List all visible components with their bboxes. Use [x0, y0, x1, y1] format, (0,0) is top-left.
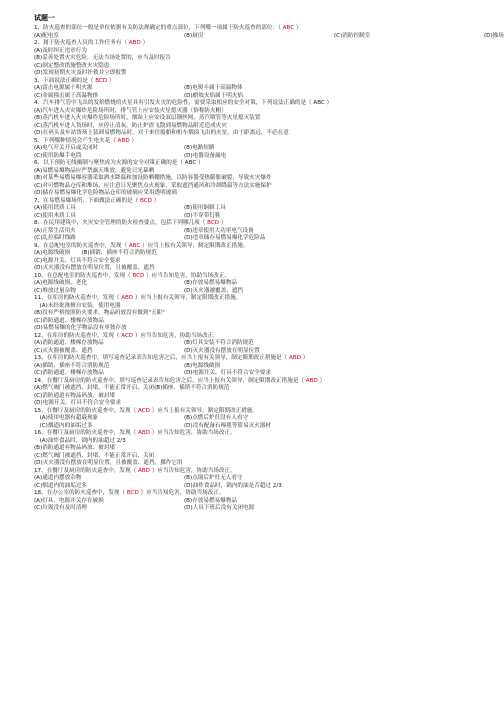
answer-option: (D)电源开关、灯具不符合安全要求 — [184, 370, 271, 376]
question-stem — [34, 25, 480, 33]
question-text: 16、在餐厅及厨房的防火巡查中，发现（ — [34, 430, 137, 436]
answer-key: BCD — [125, 490, 141, 496]
option-row — [34, 213, 480, 221]
text-line: (C)燃气阀门被遮挡、封堵，不能正常开启、关闭 — [34, 452, 155, 459]
question-text: 12、在库房的防火巡查中，发现（ — [34, 332, 120, 339]
question-text-tail: ） — [109, 77, 115, 84]
answer-option: (D)油炸食品时，锅内的油是否超过 2/3 — [184, 482, 282, 489]
text-line: (B)妥善处置火灾危险，无法当场处置的，应当及时报告 — [34, 55, 171, 61]
question-text: 5、下列哪种情况会产生电火花（ — [34, 137, 116, 144]
option-row — [34, 145, 480, 153]
question-text-tail: ） — [131, 137, 138, 144]
text-line: (C)制定整改措施整改火灾隐患 — [34, 62, 110, 69]
text-line: (D)在码头及车站货场上装卸易燃物品时，对于来往船舶和机车烟囱飞出的火星，由于距离远，不必在意 — [34, 130, 289, 136]
question-text-tail: ）应当上报有关领导，制定限期改正措施。 — [142, 242, 249, 249]
answer-option: (B)存放易燃易爆物品 — [184, 280, 237, 286]
question-stem — [34, 243, 480, 251]
question-text-tail: ） — [142, 40, 149, 46]
text-line: (D)发现初期火灾及时扑救并立即报警 — [34, 70, 127, 76]
question-text: 3、下面说法正确的是（ — [34, 77, 94, 84]
text-line: (C)消防通道有物品码放、被封堵 — [34, 392, 115, 399]
question-stem — [34, 138, 480, 146]
answer-option: (A)配电室 — [34, 32, 59, 39]
text-line: (B)蒸汽机车进入火灾爆炸危险场所时，烟囱上应安设双层钢丝网、蒸汽喷管等火星熄灭装置 — [34, 115, 261, 121]
text-line: (D)电源开关、灯具不符合安全要求 — [34, 400, 121, 406]
option-row — [34, 415, 480, 423]
answer-key: ABD — [304, 377, 320, 384]
text-line: (A)电源线破损 (B)插销、插座不符合消防规范 — [34, 250, 157, 256]
question-text: 9、在总配电室的防火巡查中，发现（ — [34, 242, 128, 249]
answer-option: (C)乱拉临时线路 — [34, 235, 76, 241]
answer-key: ACD — [119, 332, 135, 339]
question-stem — [34, 198, 480, 206]
answer-option: (D)人员下班后没有关闭电源 — [184, 505, 255, 511]
answer-option: (A)灯具、电源开关存在破损 — [34, 497, 104, 504]
option-row — [34, 153, 480, 161]
option-row — [34, 340, 480, 348]
answer-option: (A)电源线破损、老化 — [34, 280, 87, 286]
text-line: (A)及时纠正违章行为 — [34, 47, 87, 54]
question-text: 8、在民用建筑中，火灾安全管理的防火检查要点，包括下列哪几项（ — [34, 220, 206, 226]
answer-key: BCD — [205, 220, 221, 226]
option-row — [34, 498, 480, 506]
answer-option: (D)不穿带钉鞋 — [184, 212, 221, 219]
answer-option: (C)使用防爆手电筒 — [34, 152, 82, 159]
answer-option: (A)正常生活用火 — [34, 227, 76, 234]
question-stem — [34, 378, 480, 386]
question-text: 15、在餐厅及厨房的防火巡查中，发现（ — [34, 407, 137, 414]
answer-option: (B)厨房 — [184, 32, 204, 39]
question-text-tail: ） — [220, 220, 227, 226]
option-row — [34, 483, 480, 491]
option-row — [34, 288, 480, 296]
answer-option: (C)堆放过量杂物 — [34, 287, 76, 294]
question-stem — [34, 468, 480, 476]
text-line: (A)未经批准擅自安装、使用电器 — [34, 302, 121, 309]
question-stem — [34, 273, 480, 281]
answer-option: (A)通道内摆放杂物 — [34, 475, 82, 481]
answer-key: ACD — [136, 407, 152, 414]
answer-option: (C)使用木质工具 — [34, 212, 76, 219]
answer-option: (A)电气开关开启或关闭时 — [34, 145, 99, 151]
question-stem — [34, 295, 480, 303]
option-row — [34, 475, 480, 483]
answer-key: ABD — [127, 40, 143, 46]
question-text-tail: ） — [302, 355, 309, 361]
question-text-tail: ）应当告知危害，协助当场改正。 — [146, 272, 231, 279]
answer-key: ABD — [119, 295, 135, 301]
text-line: (C)蒸汽机车进入货场时，应停止清灰、防止炉渣飞散到易燃物品附近造成火灾 — [34, 122, 227, 129]
question-stem — [34, 490, 480, 498]
question-text: 13、在库房的防火巡查中，填写巡查记录表告知危害之后，应当上报有关领导，制定限期改正措施是（ — [34, 355, 288, 361]
text-line: (A)易燃易爆物品应严禁露天堆放，避免日光暴晒 — [34, 167, 155, 174]
answer-option: (D)电器设备漏电 — [184, 152, 227, 159]
page-title: 试题一 — [34, 14, 55, 22]
answer-option: (B)电路短路 — [184, 145, 215, 151]
text-line: (D)储存易燃易爆化学危险物品仓库的玻璃应采用透明玻璃 — [34, 190, 177, 196]
answer-option: (A)使用铁质工具 — [34, 205, 76, 211]
answer-option: (D)灭火器没有摆放在明显位置 — [184, 347, 260, 354]
question-list — [34, 25, 504, 513]
option-row — [34, 348, 480, 356]
answer-option: (B)点锅后炉灶无人看守 — [184, 475, 243, 481]
option-row — [34, 363, 480, 371]
question-text-tail: ）应当上报有关领导，制定限期改正措施。 — [151, 407, 259, 414]
answer-option: (D)违章储存易燃易爆化学危险品 — [184, 235, 266, 241]
option-row — [34, 370, 480, 378]
option-row — [34, 235, 480, 243]
answer-option: (B)点燃后炉灶没有人看守 — [184, 415, 249, 421]
text-line: 6、以下预防无线摄制与聚焦成为火源的安全对策正确的是（ ABC ） — [34, 160, 204, 166]
question-stem — [34, 220, 480, 228]
answer-option: (C)垃圾没有及时清理 — [34, 505, 88, 511]
text-line: (D)灭火器没有摆放在明显位置，且被覆盖、遮挡 — [34, 265, 155, 271]
question-text-tail: ） — [319, 377, 326, 384]
text-line: (A)油炸食品时，锅内的油超过 2/3 — [34, 437, 126, 444]
option-row — [34, 280, 480, 288]
text-line: (A)汽车进入火灾爆炸危险场所时，排气管上应安装火星熄灭器（俗称防火帽） — [34, 107, 227, 114]
text-line: (B)没有严格按照防火要求，物品码放没有做到"五距" — [34, 310, 165, 316]
answer-key: ABD — [136, 467, 152, 474]
question-text-tail: ）应当告知危害，协助当场改正。 — [140, 490, 225, 496]
answer-option: (C)灭火器被覆盖、遮挡 — [34, 347, 93, 354]
answer-option: (A)使用电器有超载现象 — [34, 415, 99, 421]
answer-option: (C)金属撞击属于高温物体 — [34, 92, 99, 99]
option-row — [34, 228, 480, 236]
question-text-tail: ）应当告知危害，协助当场改正。 — [134, 332, 219, 339]
answer-key: BCD — [93, 77, 110, 84]
question-text-tail: ） — [295, 25, 302, 31]
option-row — [34, 85, 480, 93]
answer-key: BCD — [130, 272, 147, 279]
question-text-tail: ）应当告知危害，协助当场改正。 — [151, 430, 236, 436]
text-line: (C)电源开关、灯具不符合安全要求 — [34, 257, 121, 264]
answer-option: (D)蜡烛火焰属于明火焰 — [184, 92, 244, 99]
answer-key: ABC — [280, 25, 296, 31]
question-text-tail: ）应当告知危害，协助当场改正。 — [151, 467, 236, 474]
answer-option: (C)消防通道、楼梯存放物品 — [34, 370, 104, 376]
answer-option: (C)消防控制室 — [334, 32, 371, 39]
option-row — [34, 423, 480, 431]
document-body — [34, 14, 504, 513]
answer-option: (C)烟道内的油垢过多 — [34, 422, 93, 429]
answer-option: (B)存放易燃易爆物品 — [184, 497, 237, 504]
question-text: 10、在总配电室的防火巡查中，发现（ — [34, 272, 131, 279]
question-text-tail: ）应当上报有关领导，制定限期改正措施。 — [134, 295, 242, 301]
answer-key: ABD — [115, 137, 132, 144]
question-stem — [34, 408, 480, 416]
text-line: (D)易燃易爆的化学物品没有单独存放 — [34, 325, 127, 331]
text-line: (C)对可燃物品仓库和堆场，应注意日光聚焦点火现象，采取遮挡通风和冷却降温等方法实施保护 — [34, 182, 272, 189]
question-stem — [34, 40, 480, 48]
question-text-tail: ） — [153, 197, 160, 204]
option-row — [34, 93, 480, 101]
option-row — [34, 505, 480, 513]
answer-option: (D)灭火器被覆盖、遮挡 — [184, 287, 244, 294]
option-row — [34, 32, 504, 41]
question-stem — [34, 355, 480, 363]
question-text: 2、属于防火巡查人员的工作任务有（ — [34, 40, 128, 46]
answer-key: ABD — [136, 430, 152, 436]
text-line: (D)灭火器没有摆放在明显位置，且被覆盖、遮挡，挪作它用 — [34, 460, 183, 466]
answer-option: (B)电熨斗属于高温物体 — [184, 85, 243, 91]
question-text: 14、在餐厅及厨房的防火巡查中，填写巡查记录表告知危害之后，应当上报有关领导，制定限期改正措施是（ — [34, 377, 305, 384]
text-line: (A)燃气阀门被遮挡、封堵，不能正常开启、关闭(B)插座、插销不符合消防规范 — [34, 385, 230, 391]
question-text: 7、在易燃易爆场所，下面做法正确的是（ — [34, 197, 139, 204]
answer-option: (A)雷击电源属于明火源 — [34, 85, 93, 91]
text-line: 4、汽车排气管中飞出的发焰燃烧的火星具有引发火灾的危险性，需要采取相应的安全对策，下列说法正确的是（ ABC ） — [34, 100, 333, 106]
question-text: 18、在办公室的防火巡查中，发现（ — [34, 490, 126, 496]
question-text: 11、在库房的防火巡查中，发现（ — [34, 295, 120, 301]
question-stem — [34, 78, 480, 86]
question-text: 1、防火巡查的部位一般是单位依据有关防法规确定的重点部位，下列哪一项属于防火巡查的部位：（ — [34, 25, 281, 31]
question-stem — [34, 430, 480, 438]
answer-option: (B)电源线破损 — [184, 362, 221, 369]
question-text: 17、在餐厅及厨房的防火巡查中，发现（ — [34, 467, 137, 474]
text-line: (B)对某些易燃易爆容器采取洒水降温和加设防晒棚措施，以防容器受热膨胀破裂，导致火灾爆炸 — [34, 175, 272, 181]
answer-key: ABC — [127, 242, 143, 249]
answer-key: ABD — [287, 355, 303, 361]
question-stem — [34, 333, 480, 341]
answer-option: (B)违章使用大功率电气设备 — [184, 227, 254, 234]
text-line: (C)消防通道、楼梯存放物品 — [34, 317, 104, 324]
answer-option: (D)没有配备石棉毯等简易灭火器材 — [184, 422, 271, 429]
answer-option: (C)烟道内的油垢过多 — [34, 482, 88, 489]
option-row — [34, 205, 480, 213]
answer-key: BCD — [138, 197, 154, 204]
answer-option: (B)灯具安装不符合消防规范 — [184, 340, 254, 346]
answer-option: (D)操场 — [484, 32, 504, 39]
text-line: (B)消防通道有物品码放、被封堵 — [34, 445, 115, 451]
answer-option: (A)插销、插座不符合消防规范 — [34, 362, 110, 369]
answer-option: (B)使用铜制工具 — [184, 205, 226, 211]
answer-option: (A)消防通道、楼梯存放物品 — [34, 340, 104, 346]
